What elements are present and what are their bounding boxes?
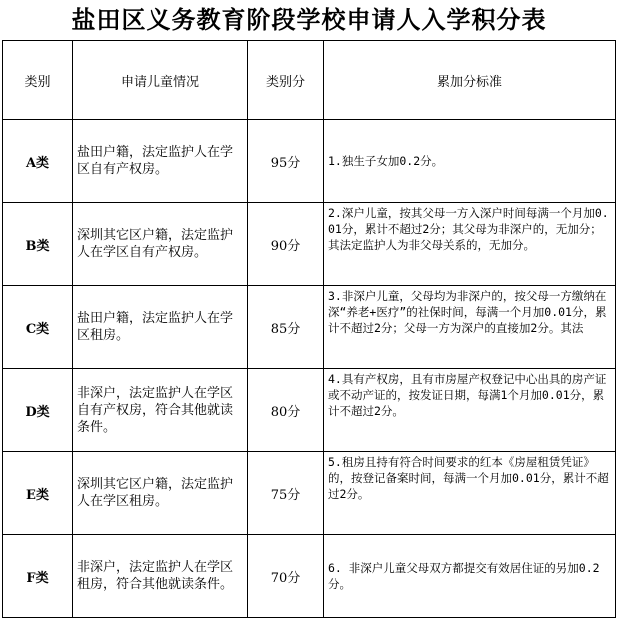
row-score: 85分 xyxy=(248,286,324,369)
row-category: A类 xyxy=(3,120,73,203)
header-category-score: 类别分 xyxy=(248,41,324,120)
row-category: C类 xyxy=(3,286,73,369)
row-rule: 2.深户儿童，按其父母一方入深户时间每满一个月加0.01分，累计不超过2分；其父母为非深户的，无加分；其法定监护人为非父母关系的，无加分。 xyxy=(324,203,616,286)
table-header-row xyxy=(3,41,616,120)
row-rule: 5.租房且持有符合时间要求的红本《房屋租赁凭证》的，按登记备案时间，每满一个月加0.01分，累计不超过2分。 xyxy=(324,452,616,535)
header-bonus-criteria: 累加分标准 xyxy=(324,41,616,120)
row-rule: 6. 非深户儿童父母双方都提交有效居住证的另加0.2分。 xyxy=(324,535,616,618)
table-row xyxy=(3,286,616,369)
row-category: F类 xyxy=(3,535,73,618)
row-score: 90分 xyxy=(248,203,324,286)
row-rule: 3.非深户儿童，父母均为非深户的，按父母一方缴纳在深“养老+医疗”的社保时间，每满一个月加0.01分，累计不超过2分；父母一方为深户的直接加2分。其法 xyxy=(324,286,616,369)
table-row xyxy=(3,369,616,452)
row-rule: 4.具有产权房，且有市房屋产权登记中心出具的房产证或不动产证的，按发证日期，每满1个月加0.01分，累计不超过2分。 xyxy=(324,369,616,452)
row-rule: 1.独生子女加0.2分。 xyxy=(324,120,616,203)
row-score: 70分 xyxy=(248,535,324,618)
row-condition: 非深户，法定监护人在学区租房，符合其他就读条件。 xyxy=(73,535,248,618)
row-condition: 深圳其它区户籍，法定监护人在学区租房。 xyxy=(73,452,248,535)
row-condition: 盐田户籍，法定监护人在学区租房。 xyxy=(73,286,248,369)
points-table xyxy=(2,40,616,618)
page-title: 盐田区义务教育阶段学校申请人入学积分表 xyxy=(71,6,547,34)
table-row xyxy=(3,535,616,618)
row-condition: 盐田户籍，法定监护人在学区自有产权房。 xyxy=(73,120,248,203)
row-condition: 深圳其它区户籍，法定监护人在学区自有产权房。 xyxy=(73,203,248,286)
header-child-condition: 申请儿童情况 xyxy=(73,41,248,120)
row-condition: 非深户，法定监护人在学区自有产权房，符合其他就读条件。 xyxy=(73,369,248,452)
row-category: E类 xyxy=(3,452,73,535)
table-row xyxy=(3,120,616,203)
table-row xyxy=(3,203,616,286)
row-category: D类 xyxy=(3,369,73,452)
header-category: 类别 xyxy=(3,41,73,120)
row-score: 95分 xyxy=(248,120,324,203)
row-score: 80分 xyxy=(248,369,324,452)
table-row xyxy=(3,452,616,535)
row-score: 75分 xyxy=(248,452,324,535)
row-category: B类 xyxy=(3,203,73,286)
